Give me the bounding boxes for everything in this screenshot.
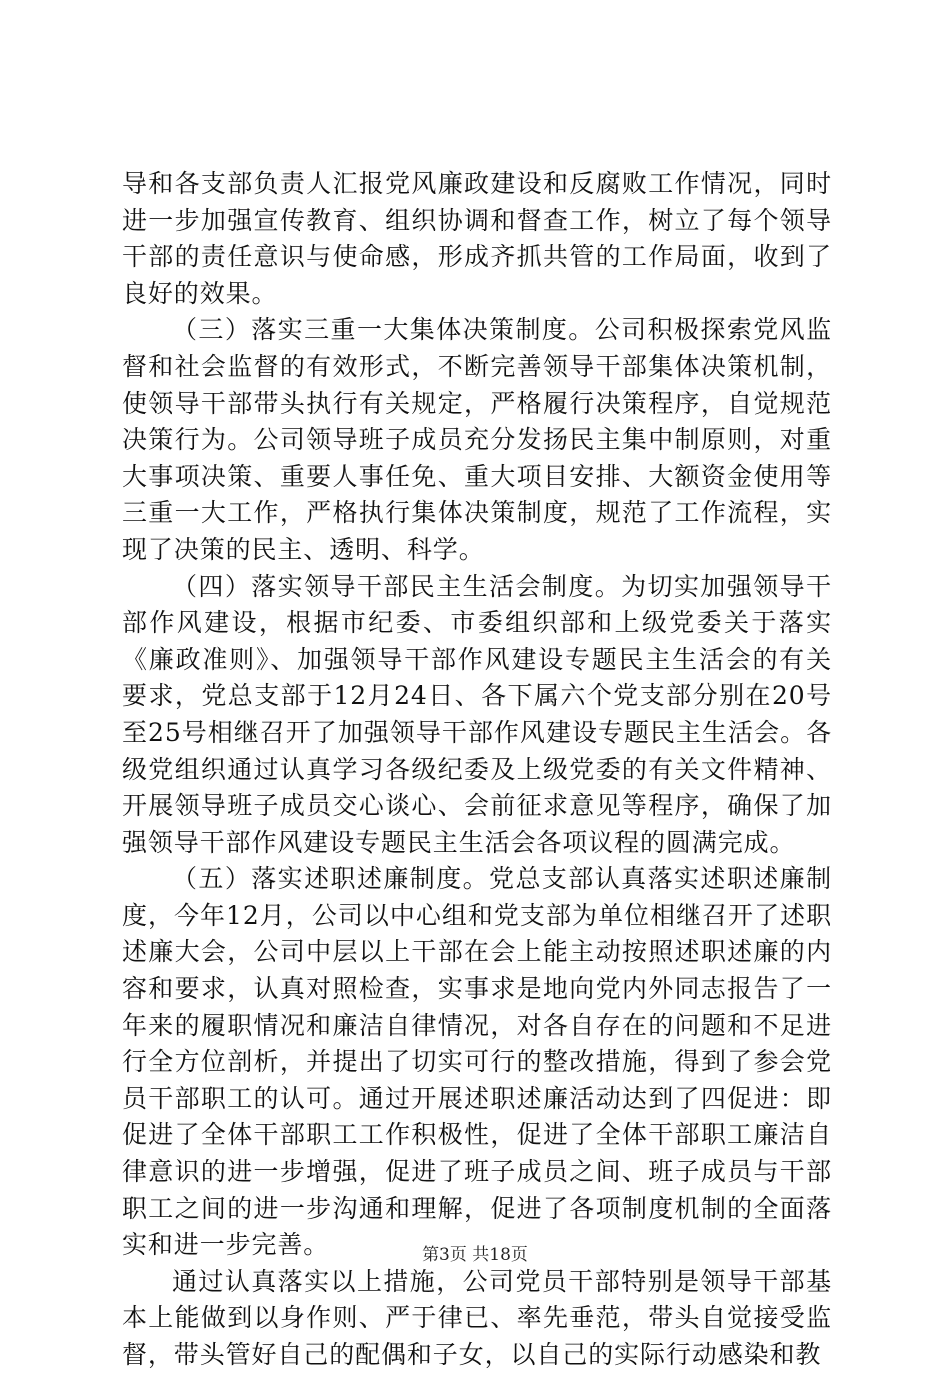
- paragraph-4: （五）落实述职述廉制度。党总支部认真落实述职述廉制度，今年12月，公司以中心组和党支部为单位相继召开了述职述廉大会，公司中层以上干部在会上能主动按照述职述廉的内容和要求，认真对照检查，实事求是地向党内外同志报告了一年来的履职情况和廉洁自律情况，对各自存在的问题和不足进行全方位剖析，并提出了切实可行的整改措施，得到了参会党员干部职工的认可。通过开展述职述廉活动达到了四促进：即促进了全体干部职工工作积极性，促进了全体干部职工廉洁自律意识的进一步增强，促进了班子成员之间、班子成员与干部职工之间的进一步沟通和理解，促进了各项制度机制的全面落实和进一步完善。: [122, 864, 832, 1260]
- paragraph-5: 通过认真落实以上措施，公司党员干部特别是领导干部基本上能做到以身作则、严于律已、率先垂范，带头自觉接受监督，带头管好自己的配偶和子女，以自己的实际行动感染和教: [122, 1266, 832, 1369]
- paragraph-3: （四）落实领导干部民主生活会制度。为切实加强领导干部作风建设，根据市纪委、市委组织部和上级党委关于落实《廉政准则》、加强领导干部作风建设专题民主生活会的有关要求，党总支部于12月24日、各下属六个党支部分别在20号至25号相继召开了加强领导干部作风建设专题民主生活会。各级党组织通过认真学习各级纪委及上级党委的有关文件精神、开展领导班子成员交心谈心、会前征求意见等程序，确保了加强领导干部作风建设专题民主生活会各项议程的圆满完成。: [122, 571, 832, 857]
- document-body: [122, 166, 832, 1374]
- paragraph-1: 导和各支部负责人汇报党风廉政建设和反腐败工作情况，同时进一步加强宣传教育、组织协调和督查工作，树立了每个领导干部的责任意识与使命感，形成齐抓共管的工作局面，收到了良好的效果。: [122, 169, 832, 308]
- page-number-footer: 第3页 共18页: [422, 1245, 528, 1265]
- paragraph-2: （三）落实三重一大集体决策制度。公司积极探索党风监督和社会监督的有效形式，不断完善领导干部集体决策机制，使领导干部带头执行有关规定，严格履行决策程序，自觉规范决策行为。公司领导班子成员充分发扬民主集中制原则，对重大事项决策、重要人事任免、重大项目安排、大额资金使用等三重一大工作，严格执行集体决策制度，规范了工作流程，实现了决策的民主、透明、科学。: [122, 315, 832, 564]
